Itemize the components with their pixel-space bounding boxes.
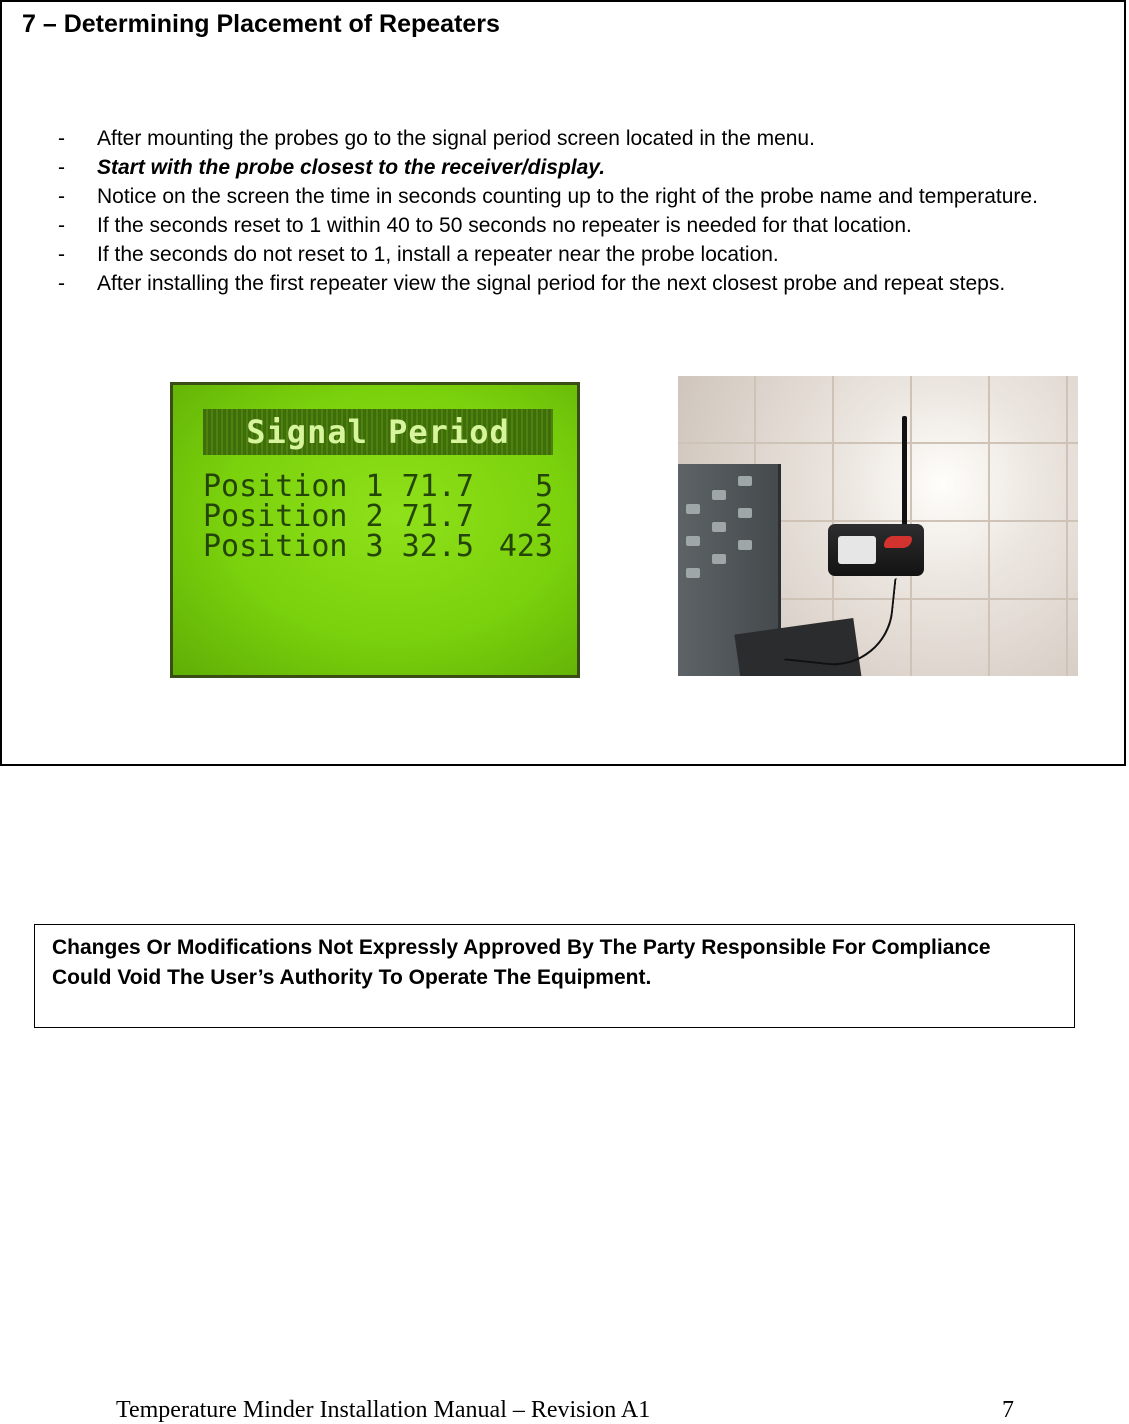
device-label-graphic	[838, 536, 876, 564]
step-marker: -	[58, 185, 65, 208]
step-text: Start with the probe closest to the receiver/display.	[97, 156, 606, 179]
cable-graphic	[783, 567, 896, 671]
lcd-seconds: 423	[498, 529, 553, 564]
step-item	[58, 182, 1118, 211]
step-item	[58, 124, 1118, 153]
repeater-wall-photo	[678, 376, 1078, 676]
repeater-device-graphic	[828, 524, 924, 576]
step-item	[58, 153, 1118, 182]
section-title: 7 – Determining Placement of Repeaters	[22, 10, 500, 38]
step-text: If the seconds do not reset to 1, install a repeater near the probe location.	[97, 243, 779, 266]
steps-list	[58, 124, 1118, 298]
lcd-title: Signal Period	[246, 413, 510, 451]
lcd-row	[203, 531, 553, 563]
step-item	[58, 211, 1118, 240]
step-marker: -	[58, 127, 65, 150]
step-marker: -	[58, 272, 65, 295]
fcc-notice-text: Changes Or Modifications Not Expressly Approved By The Party Responsible For Compliance Could Void The User’s Authority To Operate The Equipment.	[52, 936, 991, 989]
step-item	[58, 240, 1118, 269]
device-logo-graphic	[884, 536, 912, 548]
step-marker: -	[58, 156, 65, 179]
step-text: If the seconds reset to 1 within 40 to 50 seconds no repeater is needed for that location.	[97, 214, 912, 237]
signal-period-lcd-photo	[170, 382, 580, 678]
step-marker: -	[58, 243, 65, 266]
step-text: After mounting the probes go to the signal period screen located in the menu.	[97, 127, 815, 150]
lcd-position: Position 2 71.7	[203, 499, 474, 534]
step-text: Notice on the screen the time in seconds counting up to the right of the probe name and temperature.	[97, 185, 1038, 208]
step-item	[58, 269, 1118, 298]
lcd-seconds: 5	[534, 469, 553, 504]
lcd-position: Position 1 71.7	[203, 469, 474, 504]
antenna-graphic	[902, 416, 907, 528]
footer-title: Temperature Minder Installation Manual – Revision A1	[116, 1397, 651, 1423]
step-text: After installing the first repeater view the signal period for the next closest probe and repeat steps.	[97, 272, 1006, 295]
page-number: 7	[1002, 1397, 1014, 1423]
fcc-notice-box	[34, 924, 1075, 1028]
step-marker: -	[58, 214, 65, 237]
lcd-seconds: 2	[534, 499, 553, 534]
lcd-title-bar	[203, 409, 553, 455]
lcd-position: Position 3 32.5	[203, 529, 474, 564]
